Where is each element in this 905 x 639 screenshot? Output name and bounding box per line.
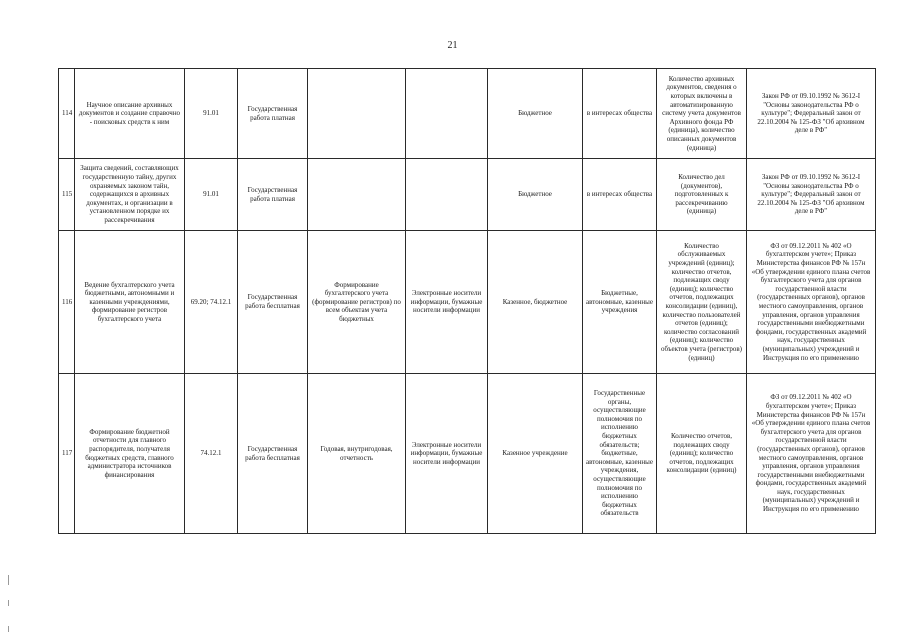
service-content: Годовая, внутригодовая, отчетность [308, 374, 406, 534]
okved-code: 74.12.1 [185, 374, 238, 534]
service-content [308, 159, 406, 231]
work-type: Государственная работа платная [238, 159, 308, 231]
volume-indicator: Количество дел (документов), подготовленных к рассекречиванию (единица) [657, 159, 747, 231]
consumer-category: в интересах общества [583, 159, 657, 231]
work-type: Государственная работа платная [238, 69, 308, 159]
services-registry-table [58, 68, 876, 534]
institution-type: Казенное учреждение [488, 374, 583, 534]
service-content: Формирование бухгалтерского учета (формирование регистров) по всем объектам учета бюджетных [308, 231, 406, 374]
row-number: 115 [59, 159, 75, 231]
volume-indicator: Количество обслуживаемых учреждений (единиц); количество отчетов, подлежащих своду (единиц); количество отчетов, подлежащих консолидации (единиц), количество пользователей отчетов (единиц); количество согласований (единиц); количество объектов учета (регистров) (единиц) [657, 231, 747, 374]
legal-basis: Закон РФ от 09.10.1992 № 3612-I "Основы законодательства РФ о культуре"; Федеральный закон от 22.10.2004 № 125-ФЗ "Об архивном деле в РФ" [747, 69, 876, 159]
service-content [308, 69, 406, 159]
work-type: Государственная работа бесплатная [238, 231, 308, 374]
delivery-form [406, 69, 488, 159]
okved-code: 69.20; 74.12.1 [185, 231, 238, 374]
table-row [59, 374, 876, 534]
table-row [59, 231, 876, 374]
volume-indicator: Количество архивных документов, сведения о которых включены в автоматизированную систему учета документов Архивного фонда РФ (единица), количество описанных документов (единица) [657, 69, 747, 159]
institution-type: Бюджетное [488, 69, 583, 159]
row-number: 116 [59, 231, 75, 374]
legal-basis: Закон РФ от 09.10.1992 № 3612-I "Основы законодательства РФ о культуре"; Федеральный закон от 22.10.2004 № 125-ФЗ "Об архивном деле в РФ" [747, 159, 876, 231]
volume-indicator: Количество отчетов, подлежащих своду (единиц); количество отчетов, подлежащих консолидации (единиц) [657, 374, 747, 534]
okved-code: 91.01 [185, 159, 238, 231]
okved-code: 91.01 [185, 69, 238, 159]
scan-edge-mark [8, 626, 9, 632]
scan-edge-mark [8, 575, 9, 585]
table-row [59, 69, 876, 159]
row-number: 114 [59, 69, 75, 159]
delivery-form: Электронные носители информации, бумажные носители информации [406, 231, 488, 374]
service-name: Научное описание архивных документов и создание справочно - поисковых средств к ним [75, 69, 185, 159]
consumer-category: Бюджетные, автономные, казенные учреждения [583, 231, 657, 374]
legal-basis: ФЗ от 09.12.2011 № 402 «О бухгалтерском учете»; Приказ Министерства финансов РФ № 157н «Об утверждении единого плана счетов бухгалтерского учета для органов государственной власти (государственных органов), органов местного самоуправления, органов управления, органов управления государственными внебюджетными фондами, государственных академий наук, государственных (муниципальных) учреждений и Инструкция по его применению [747, 374, 876, 534]
institution-type: Казенное, бюджетное [488, 231, 583, 374]
service-name: Ведение бухгалтерского учета бюджетными, автономными и казенными учреждениями, формирование регистров бухгалтерского учета [75, 231, 185, 374]
scan-edge-mark [8, 600, 9, 606]
delivery-form: Электронные носители информации, бумажные носители информации [406, 374, 488, 534]
delivery-form [406, 159, 488, 231]
table-row [59, 159, 876, 231]
consumer-category: Государственные органы, осуществляющие полномочия по исполнению бюджетных обязательств; бюджетные, автономные, казенные учреждения, осуществляющие полномочия по исполнению бюджетных обязательств [583, 374, 657, 534]
institution-type: Бюджетное [488, 159, 583, 231]
service-name: Защита сведений, составляющих государственную тайну, других охраняемых законом тайн, содержащихся в архивных документах, и организации в установленном порядке их рассекречивания [75, 159, 185, 231]
service-name: Формирование бюджетной отчетности для главного распорядителя, получателя бюджетных средств, главного администратора источников финансирования [75, 374, 185, 534]
work-type: Государственная работа бесплатная [238, 374, 308, 534]
page-number: 21 [447, 40, 458, 51]
row-number: 117 [59, 374, 75, 534]
consumer-category: в интересах общества [583, 69, 657, 159]
legal-basis: ФЗ от 09.12.2011 № 402 «О бухгалтерском учете»; Приказ Министерства финансов РФ № 157н «Об утверждении единого плана счетов бухгалтерского учета для органов государственной власти (государственных органов), органов местного самоуправления, органов управления, органов управления государственными внебюджетными фондами, государственных академий наук, государственных (муниципальных) учреждений и Инструкция по его применению [747, 231, 876, 374]
